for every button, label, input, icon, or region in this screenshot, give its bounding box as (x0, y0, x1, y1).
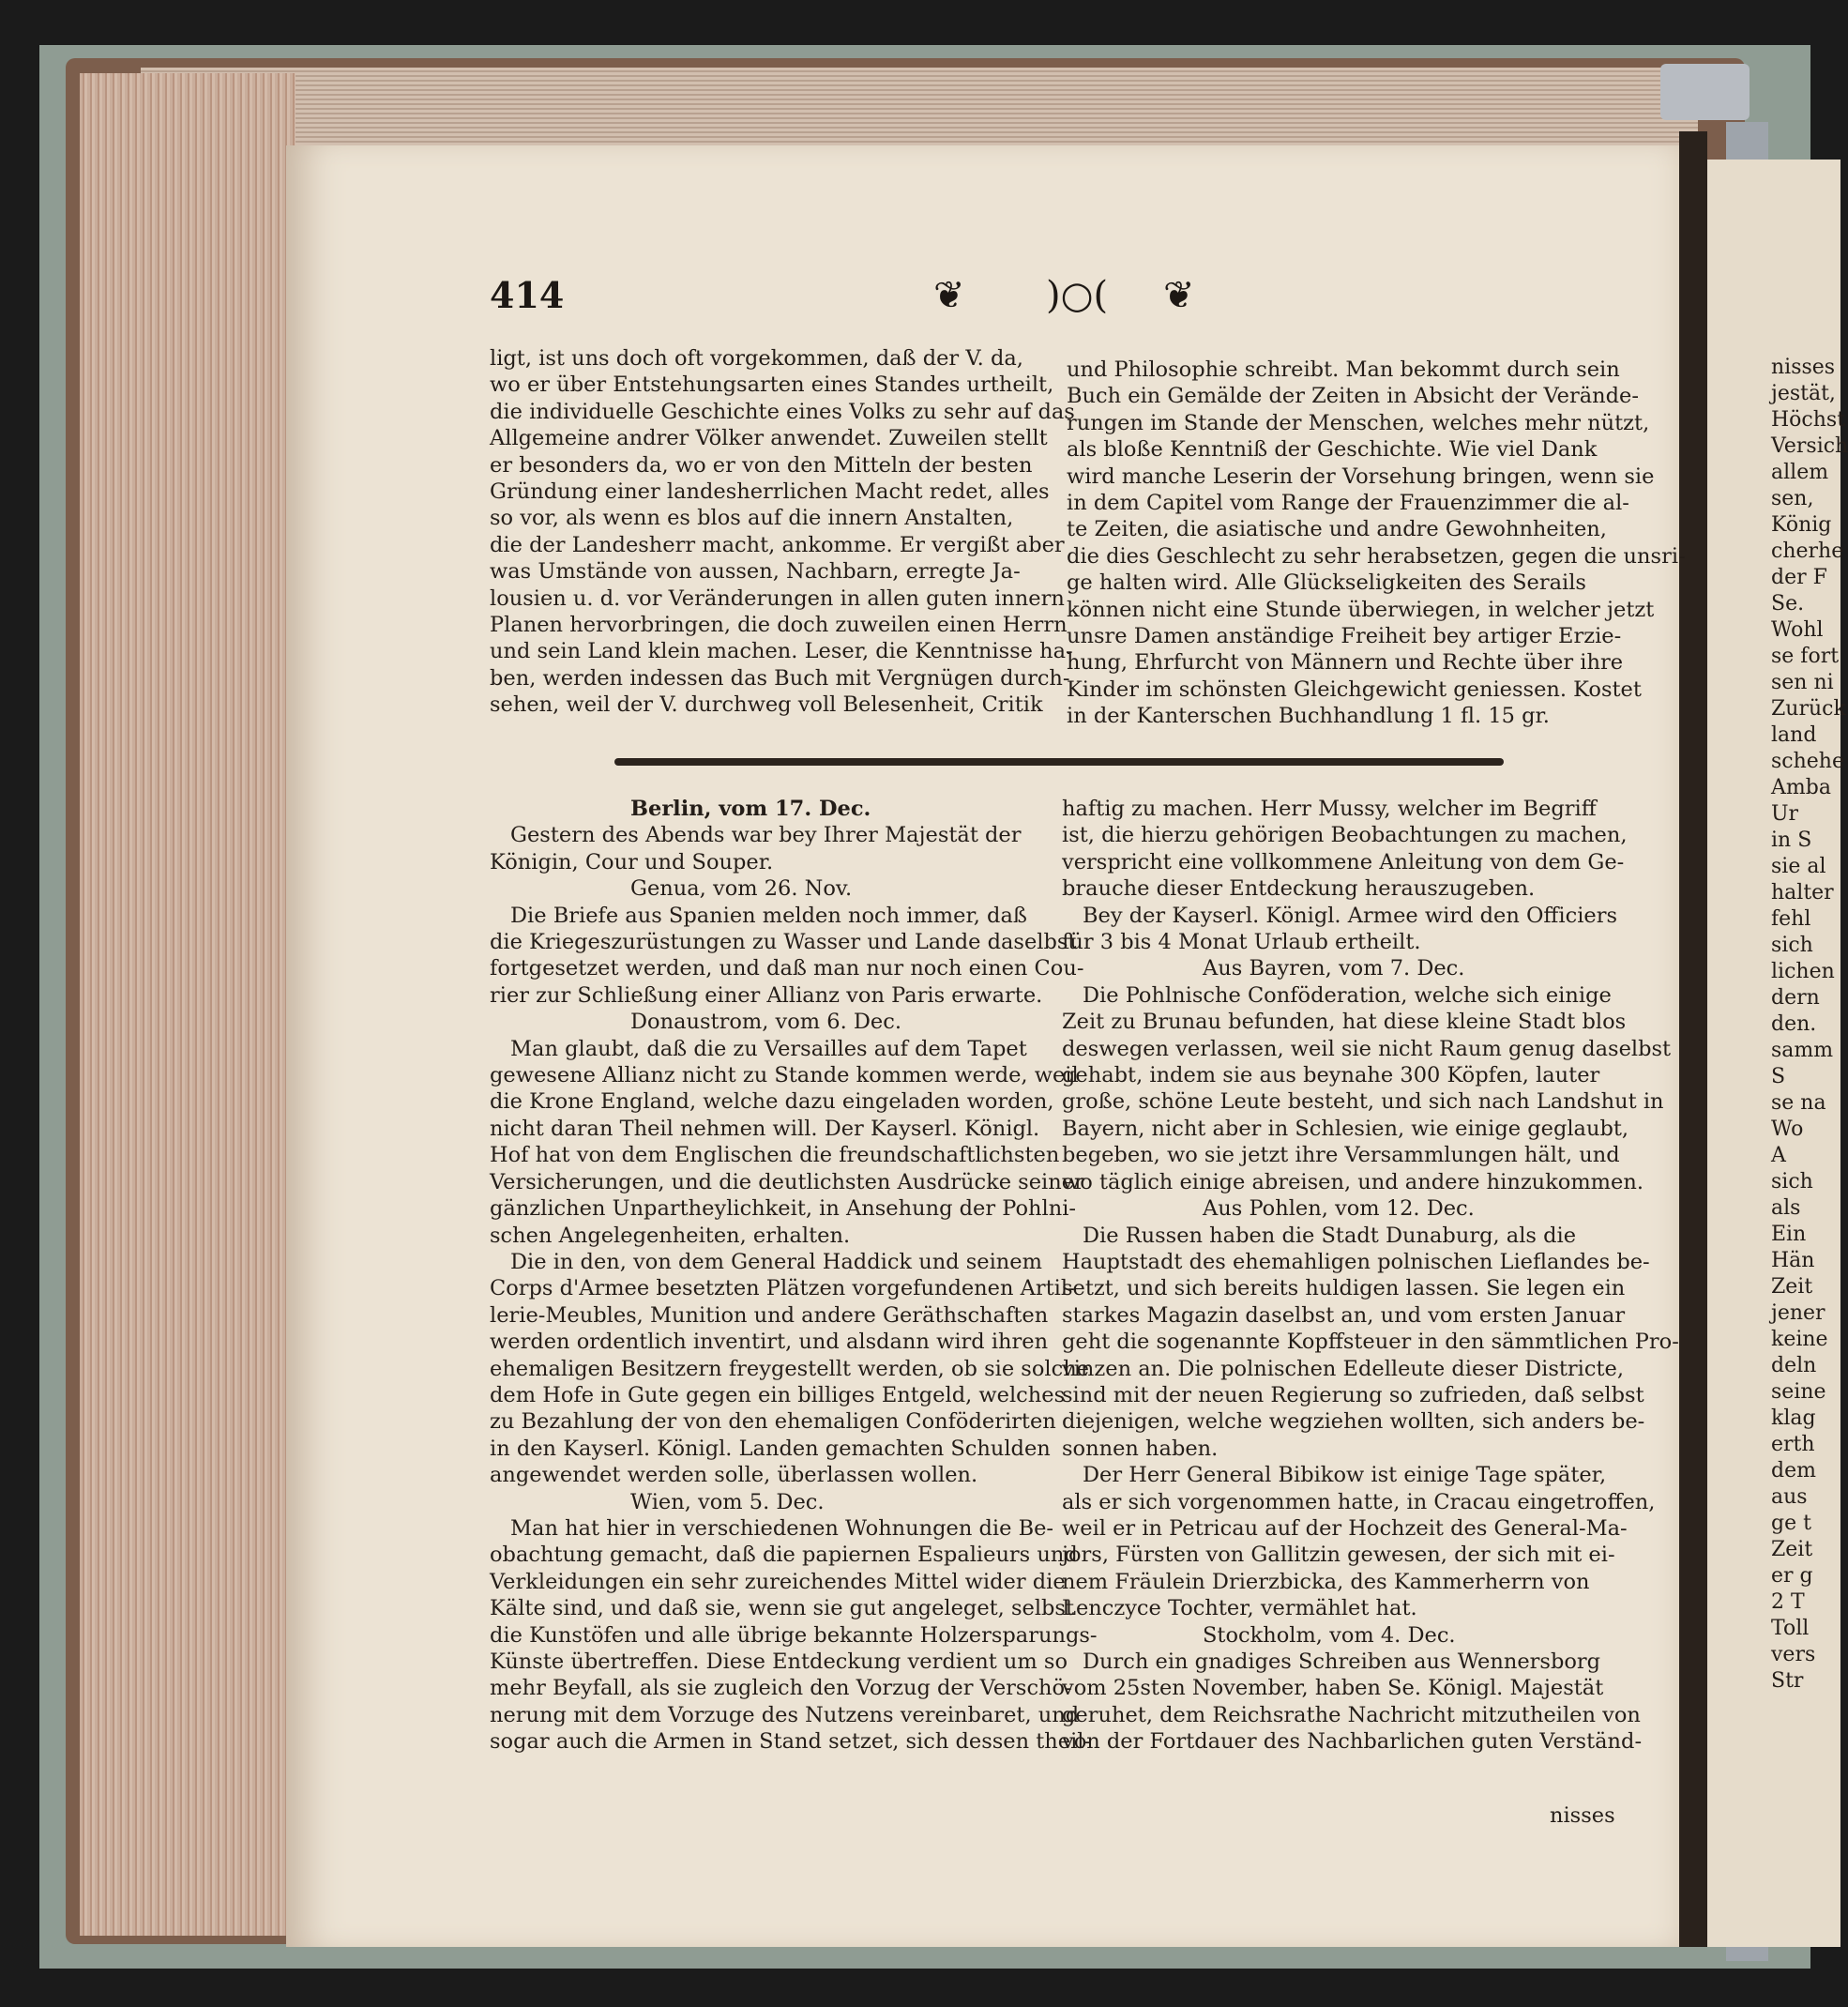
text-line: deswegen verlassen, weil sie nicht Raum genug daselbst (1062, 1036, 1672, 1061)
text-line: Höchst (1771, 408, 1846, 432)
text-line: haftig zu machen. Herr Mussy, welcher im Begriff (1062, 797, 1597, 821)
text-line: Se. (1771, 592, 1805, 616)
text-line: allem (1771, 461, 1829, 484)
text-line: deln (1771, 1354, 1817, 1377)
text-line: Versicherungen, und die deutlichsten Ausdrücke seiner (490, 1169, 1084, 1194)
text-line: in dem Capitel vom Range der Frauenzimmer die al- (1067, 491, 1629, 516)
text-line: werden ordentlich inventirt, und alsdann wird ihren (490, 1330, 1049, 1355)
text-line: den. (1771, 1012, 1817, 1036)
text-line: ehemaligen Besitzern freygestellt werden, ob sie solche (490, 1356, 1089, 1381)
text-line: Wo (1771, 1118, 1804, 1141)
text-line: ge halten wird. Alle Glückseligkeiten des Serails (1067, 570, 1586, 596)
text-line: se fort (1771, 645, 1840, 668)
text-line: 2 T (1771, 1590, 1805, 1614)
section-divider (614, 758, 1504, 766)
text-line: fehl (1771, 907, 1811, 931)
text-line: Planen hervorbringen, die doch zuweilen einen Herrn (490, 613, 1068, 638)
text-line: als er sich vorgenommen hatte, in Cracau eingetroffen, (1062, 1489, 1656, 1514)
text-line: große, schöne Leute besteht, und sich nach Landshut in (1062, 1089, 1664, 1115)
text-line: Bayern, nicht aber in Schlesien, wie einige geglaubt, (1062, 1116, 1629, 1141)
text-line: Allgemeine andrer Völker anwendet. Zuweilen stellt (490, 426, 1048, 451)
text-line: für 3 bis 4 Monat Urlaub ertheilt. (1062, 930, 1421, 955)
text-line: dem (1771, 1459, 1816, 1482)
ornament-right-icon: ❦ (1163, 274, 1195, 317)
text-line: nicht daran Theil nehmen will. Der Kayserl. Königl. (490, 1116, 1040, 1141)
text-line: Künste übertreffen. Diese Entdeckung verdient um so (490, 1650, 1068, 1674)
page-number: 414 (490, 274, 565, 316)
text-line: hung, Ehrfurcht von Männern und Rechte über ihre (1067, 650, 1624, 676)
news-heading: Aus Pohlen, vom 12. Dec. (1203, 1196, 1475, 1222)
text-line: nerung mit dem Vorzuge des Nutzens vereinbaret, und (490, 1702, 1080, 1727)
text-line: Die Russen haben die Stadt Dunaburg, als die (1083, 1223, 1577, 1248)
text-line: Man hat hier in verschiedenen Wohnungen die Be- (510, 1515, 1054, 1541)
text-line: lichen (1771, 960, 1835, 983)
text-line: seine (1771, 1380, 1826, 1404)
text-line: aus (1771, 1485, 1808, 1509)
text-line: unsre Damen anständige Freiheit bey artiger Erzie- (1067, 624, 1622, 649)
text-line: als (1771, 1196, 1801, 1220)
text-line: Amba (1771, 776, 1831, 799)
text-line: Ein (1771, 1223, 1807, 1246)
text-line: sonnen haben. (1062, 1436, 1219, 1461)
text-line: fortgesetzet werden, und daß man nur noch einen Cou- (490, 956, 1084, 981)
news-heading: Wien, vom 5. Dec. (630, 1489, 825, 1514)
news-heading: Donaustrom, vom 6. Dec. (630, 1010, 901, 1035)
column-top-left (490, 345, 1075, 719)
text-line: Corps d'Armee besetzten Plätzen vorgefundenen Artil- (490, 1276, 1075, 1301)
text-line: die Kunstöfen und alle übrige bekannte Holzersparungs- (490, 1622, 1098, 1648)
text-line: sich (1771, 934, 1813, 957)
text-line: brauche dieser Entdeckung herauszugeben. (1062, 876, 1536, 902)
text-line: mehr Beyfall, als sie zugleich den Vorzug der Verschö- (490, 1676, 1072, 1701)
text-line: weil er in Petricau auf der Hochzeit des General-Ma- (1062, 1515, 1628, 1541)
text-line: er g (1771, 1564, 1813, 1588)
text-line: vom 25sten November, haben Se. Königl. Majestät (1062, 1676, 1604, 1701)
text-line: und sein Land klein machen. Leser, die Kenntnisse ha- (490, 639, 1073, 664)
text-line: jener (1771, 1301, 1825, 1325)
text-line: sind mit der neuen Regierung so zufrieden, daß selbst (1062, 1382, 1644, 1407)
text-line: von der Fortdauer des Nachbarlichen guten Verständ- (1062, 1729, 1643, 1755)
text-line: S (1771, 1065, 1786, 1088)
text-line: Hof hat von dem Englischen die freundschaftlichsten (490, 1143, 1060, 1168)
text-line: sie al (1771, 855, 1826, 878)
text-line: schen Angelegenheiten, erhalten. (490, 1223, 851, 1248)
text-line: starkes Magazin daselbst an, und vom ersten Januar (1062, 1302, 1626, 1328)
text-line: wo er über Entstehungsarten eines Standes urtheilt, (490, 373, 1054, 398)
text-line: Hän (1771, 1249, 1815, 1272)
text-line: nem Fräulein Drierzbicka, des Kammerherrn von (1062, 1569, 1590, 1594)
text-line: in den Kayserl. Königl. Landen gemachten Schulden (490, 1436, 1051, 1461)
text-line: Man glaubt, daß die zu Versailles auf dem Tapet (510, 1036, 1027, 1061)
text-line: begeben, wo sie jetzt ihre Versammlungen hält, und (1062, 1143, 1620, 1168)
page-edges-left (80, 73, 295, 1936)
text-line: König (1771, 513, 1832, 537)
text-line: Wohl (1771, 618, 1824, 642)
text-line: Kälte sind, und daß sie, wenn sie gut angeleget, selbst (490, 1596, 1075, 1621)
text-line: Gründung einer landesherrlichen Macht redet, alles (490, 479, 1050, 505)
text-line: er besonders da, wo er von den Mitteln der besten (490, 452, 1033, 478)
text-line: Versich (1771, 434, 1848, 458)
text-line: gänzlichen Unpartheylichkeit, in Ansehung der Pohlni- (490, 1196, 1077, 1222)
text-line: Buch ein Gemälde der Zeiten in Absicht der Verände- (1067, 384, 1639, 409)
text-line: Zurück (1771, 697, 1846, 721)
text-line: Str (1771, 1669, 1804, 1693)
text-line: verspricht eine vollkommene Anleitung von dem Ge- (1062, 849, 1625, 874)
text-line: sogar auch die Armen in Stand setzet, sich dessen theil- (490, 1729, 1092, 1755)
text-line: sen, (1771, 487, 1814, 510)
text-line: Kinder im schönsten Gleichgewicht geniessen. Kostet (1067, 677, 1642, 702)
text-line: so vor, als wenn es blos auf die innern Anstalten, (490, 506, 1014, 531)
text-line: als bloße Kenntniß der Geschichte. Wie viel Dank (1067, 437, 1598, 463)
news-heading: Aus Bayren, vom 7. Dec. (1203, 956, 1465, 981)
text-line: Zeit (1771, 1275, 1813, 1299)
text-line: wird manche Leserin der Vorsehung bringen, wenn sie (1067, 464, 1655, 489)
text-line: te Zeiten, die asiatische und andre Gewohnheiten, (1067, 517, 1607, 542)
text-line: A (1771, 1144, 1786, 1167)
text-line: Lenczyce Tochter, vermählet hat. (1062, 1596, 1417, 1621)
text-line: ge t (1771, 1512, 1811, 1535)
text-line: dern (1771, 986, 1820, 1010)
text-line: ben, werden indessen das Buch mit Vergnügen durch- (490, 665, 1070, 691)
text-line: Durch ein gnadiges Schreiben aus Wennersborg (1083, 1650, 1601, 1674)
text-line: nisses (1771, 356, 1836, 379)
text-line: in S (1771, 829, 1812, 852)
text-line: die Krone England, welche dazu eingeladen worden, (490, 1089, 1054, 1115)
text-line: obachtung gemacht, daß die papiernen Espalieurs und (490, 1543, 1078, 1568)
text-line: geht die sogenannte Kopffsteuer in den sämmtlichen Pro- (1062, 1330, 1679, 1355)
text-line: Zeit zu Brunau befunden, hat diese kleine Stadt blos (1062, 1010, 1627, 1035)
text-line: schehe (1771, 750, 1844, 773)
news-heading: Berlin, vom 17. Dec. (630, 797, 871, 821)
column-bottom-left (490, 796, 1098, 1756)
text-line: vinzen an. Die polnischen Edelleute dieser Districte, (1062, 1356, 1624, 1381)
text-line: cherhe (1771, 540, 1844, 563)
news-heading: Genua, vom 26. Nov. (630, 876, 853, 902)
text-line: ist, die hierzu gehörigen Beobachtungen zu machen, (1062, 823, 1628, 848)
text-line: halter (1771, 881, 1834, 905)
text-line: rungen im Stande der Menschen, welches mehr nützt, (1067, 410, 1650, 435)
text-line: Zeit (1771, 1538, 1813, 1561)
text-line: jors, Fürsten von Gallitzin gewesen, der sich mit ei- (1062, 1543, 1615, 1568)
text-line: Ur (1771, 802, 1799, 826)
text-line: geruhet, dem Reichsrathe Nachricht mitzutheilen von (1062, 1702, 1641, 1727)
text-line: Hauptstadt des ehemahligen polnischen Lieflandes be- (1062, 1249, 1650, 1274)
text-line: vers (1771, 1643, 1816, 1666)
text-line: setzt, und sich bereits huldigen lassen. Sie legen ein (1062, 1276, 1626, 1301)
text-line: land (1771, 723, 1817, 747)
text-line: samm (1771, 1039, 1834, 1062)
text-line: gewesene Allianz nicht zu Stande kommen werde, weil (490, 1063, 1079, 1088)
text-line: was Umstände von aussen, Nachbarn, erregte Ja- (490, 559, 1021, 585)
text-line: können nicht eine Stunde überwiegen, in welcher jetzt (1067, 597, 1655, 622)
text-line: rier zur Schließung einer Allianz von Paris erwarte. (490, 982, 1043, 1008)
text-line: Verkleidungen ein sehr zureichendes Mittel wider die (490, 1569, 1066, 1594)
text-line: ligt, ist uns doch oft vorgekommen, daß der V. da, (490, 346, 1023, 371)
text-line: erth (1771, 1433, 1815, 1456)
text-line: se na (1771, 1091, 1826, 1115)
text-line: gehabt, indem sie aus beynahe 300 Köpfen, lauter (1062, 1063, 1600, 1088)
text-line: diejenigen, welche wegziehen wollten, sich anders be- (1062, 1409, 1645, 1435)
text-line: Gestern des Abends war bey Ihrer Majestät der (510, 823, 1022, 848)
text-line: Die Briefe aus Spanien melden noch immer, daß (510, 903, 1027, 928)
text-line: sich (1771, 1170, 1813, 1194)
text-line: die dies Geschlecht zu sehr herabsetzen, gegen die unsri- (1067, 543, 1686, 569)
page-edges-top (141, 68, 1698, 152)
text-line: und Philosophie schreibt. Man bekommt durch sein (1067, 357, 1620, 382)
text-line: lousien u. d. vor Veränderungen in allen guten innern (490, 585, 1065, 611)
news-heading: Stockholm, vom 4. Dec. (1203, 1622, 1456, 1648)
column-top-right (1067, 357, 1686, 730)
text-line: Königin, Cour und Souper. (490, 849, 774, 874)
text-line: jestät, (1771, 382, 1836, 405)
text-line: sehen, weil der V. durchweg voll Belesenheit, Critik (490, 692, 1043, 718)
ribbon-marker (1660, 64, 1750, 120)
text-line: angewendet werden solle, überlassen wollen. (490, 1463, 978, 1488)
text-line: keine (1771, 1328, 1828, 1351)
text-line: Bey der Kayserl. Königl. Armee wird den Officiers (1083, 903, 1618, 928)
text-line: lerie-Meubles, Munition und andere Geräthschaften (490, 1302, 1049, 1328)
text-line: die der Landesherr macht, ankomme. Er vergißt aber (490, 532, 1065, 557)
text-line: wo täglich einige abreisen, und andere hinzukommen. (1062, 1169, 1644, 1194)
text-line: die individuelle Geschichte eines Volks zu sehr auf das (490, 399, 1075, 424)
text-line: Der Herr General Bibikow ist einige Tage später, (1083, 1463, 1607, 1488)
text-line: der F (1771, 566, 1827, 589)
catchword: nisses (1550, 1803, 1615, 1828)
next-page-column (1771, 355, 1848, 1695)
ornament-center-icon: )○( (1046, 274, 1109, 317)
text-line: in der Kanterschen Buchhandlung 1 fl. 15 gr. (1067, 704, 1550, 729)
column-bottom-right (1062, 796, 1679, 1756)
text-line: zu Bezahlung der von den ehemaligen Conföderirten (490, 1409, 1056, 1435)
ornament-left-icon: ❦ (933, 274, 965, 317)
text-line: Die Pohlnische Conföderation, welche sich einige (1083, 982, 1612, 1008)
text-line: sen ni (1771, 671, 1834, 694)
text-line: Toll (1771, 1617, 1810, 1640)
text-line: klag (1771, 1406, 1816, 1430)
text-line: Die in den, von dem General Haddick und seinem (510, 1249, 1042, 1274)
text-line: dem Hofe in Gute gegen ein billiges Entgeld, welches (490, 1382, 1066, 1407)
text-line: die Kriegeszurüstungen zu Wasser und Lande daselbst (490, 930, 1077, 955)
